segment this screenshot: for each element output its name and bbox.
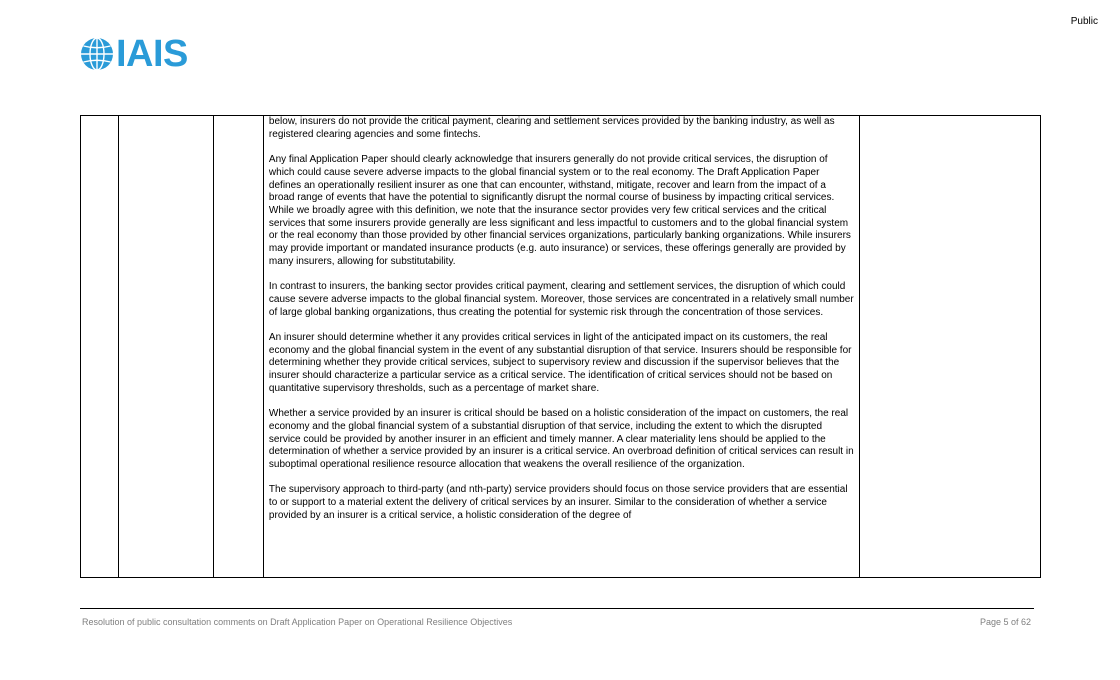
comment-paragraph: An insurer should determine whether it any provides critical services in light of the anticipated impact on its customers, the real economy and the global financial system in the event of any substantial disruption of that service. Insurers should be responsible for determining whether they provide critical services, subject to supervisory review and discussion if the supervisor believes that the insurer should characterize a particular service as a critical service. The identification of critical services should not be based on quantitative supervisory thresholds, such as a percentage of market share. <box>268 331 852 394</box>
table-row <box>81 116 1041 578</box>
footer-divider <box>80 608 1034 609</box>
comment-paragraph: In contrast to insurers, the banking sector provides critical payment, clearing and settlement services, the disruption of which could cause severe adverse impacts to the global financial system. Moreover, those services are concentrated in a relatively small number of large global banking organizations, thus creating the potential for systemic risk through the concentration of those services. <box>268 281 854 318</box>
cell-comment <box>263 116 859 578</box>
cell-resolution <box>860 116 1041 578</box>
comment-paragraph: below, insurers do not provide the critical payment, clearing and settlement services provided by the banking industry, as well as registered clearing agencies and some fintechs. <box>268 116 835 140</box>
cell-organisation <box>119 116 213 578</box>
footer-document-title: Resolution of public consultation comments on Draft Application Paper on Operational Resilience Objectives <box>82 617 513 627</box>
globe-icon <box>80 37 114 71</box>
comment-paragraph: Any final Application Paper should clearly acknowledge that insurers generally do not provide critical services, the disruption of which could cause severe adverse impacts to the global financial system or to the real economy. The Draft Application Paper defines an operationally resilient insurer as one that can encounter, withstand, mitigate, recover and learn from the impact of a broad range of events that have the potential to significantly disrupt the normal course of business by impacting critical services. While we broadly agree with this definition, we note that the insurance sector provides very few critical services and the critical services that some insurers provide generally are less significant and less impactful to customers and to the global financial system or the real economy than those provided by other financial services organizations, particularly banking organizations. While insurers may provide important or mandated insurance products (e.g. auto insurance) or services, these offerings generally are provided by many insurers, allowing for substitutability. <box>268 154 851 267</box>
cell-number <box>81 116 119 578</box>
classification-label: Public <box>1070 16 1098 27</box>
comment-paragraph: The supervisory approach to third-party (and nth-party) service providers should focus on those service providers that are essential to or support to a material extent the delivery of critical services by an insurer. Similar to the consideration of whether a service provided by an insurer is a critical service, a holistic consideration of the degree of <box>268 484 848 521</box>
comments-table <box>80 115 1041 578</box>
comment-paragraph: Whether a service provided by an insurer is critical should be based on a holistic consideration of the impact on customers, the real economy and the global financial system of a substantial disruption of that service, including the extent to which the disrupted service could be provided by another insurer in an efficient and timely manner. A clear materiality lens should be applied to the determination of whether a service provided by an insurer is a critical service. An overbroad definition of critical services can result in suboptimal operational resilience resource allocation that weakens the overall resilience of the organization. <box>268 408 854 470</box>
logo-text: IAIS <box>116 33 188 75</box>
footer-page-number: Page 5 of 62 <box>979 617 1031 627</box>
iais-logo <box>80 33 188 75</box>
cell-section <box>213 116 263 578</box>
